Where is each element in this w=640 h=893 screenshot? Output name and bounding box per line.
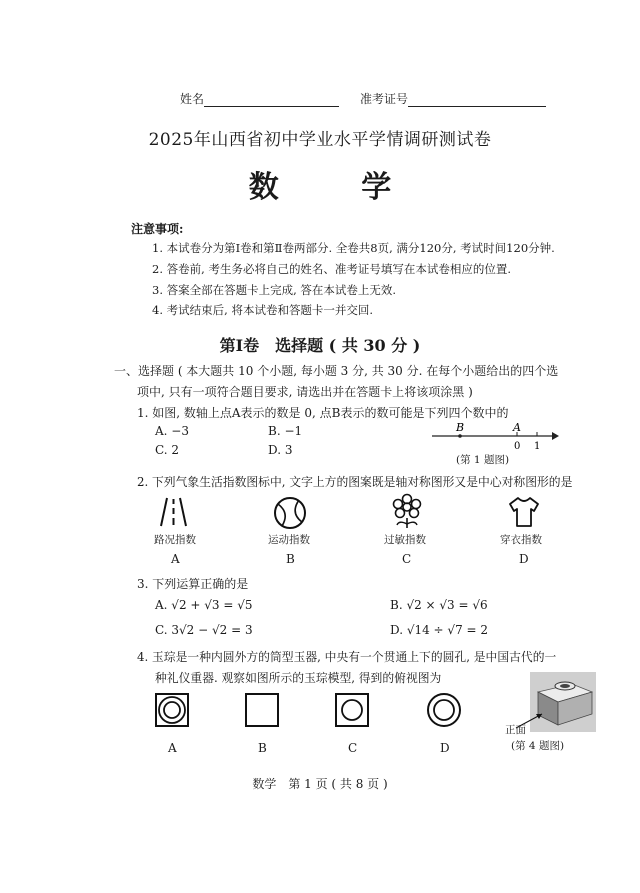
page-footer: 数学 第 1 页 ( 共 8 页 ): [252, 777, 388, 791]
q4-letter-a: A: [168, 741, 177, 755]
part1-line1: 一、选择题 ( 本大题共 10 个小题, 每小题 3 分, 共 30 分. 在每个小题给出的四个选: [114, 364, 559, 378]
q4-letter-c: C: [348, 741, 358, 755]
name-blank: [204, 106, 339, 107]
q1-option-c: C. 2: [155, 443, 180, 457]
icon-d-label: 穿衣指数: [500, 534, 542, 546]
name-field: [180, 90, 339, 107]
q2-stem: 2. 下列气象生活指数图标中, 文字上方的图案既是轴对称图形又是中心对称图形的是: [137, 475, 573, 489]
q1-option-b: B. −1: [268, 424, 303, 438]
q4-view-a: [154, 692, 190, 728]
q3-option-b: B. √2 × √3 = √6: [390, 598, 488, 612]
label-b: B: [456, 421, 465, 434]
id-blank: [408, 106, 546, 107]
label-a: A: [513, 421, 521, 434]
q3-option-c: C. 3√2 − √2 = 3: [155, 623, 253, 637]
q4-view-c: [334, 692, 370, 728]
q4-view-b: [244, 692, 280, 728]
tick-1: 1: [534, 441, 541, 452]
icon-b-label: 运动指数: [268, 534, 310, 546]
id-field: [360, 90, 546, 107]
q1-option-d: D. 3: [268, 443, 293, 457]
subject-title: 数 学: [248, 170, 428, 205]
name-label: 姓名: [180, 92, 205, 106]
q4-caption: (第 4 题图): [511, 740, 565, 752]
id-label: 准考证号: [360, 92, 409, 106]
tick-0: 0: [514, 441, 521, 452]
notice-item-4: 4. 考试结束后, 将本试卷和答题卡一并交回.: [152, 303, 374, 317]
notice-item-1: 1. 本试卷分为第Ⅰ卷和第Ⅱ卷两部分. 全卷共8页, 满分120分, 考试时间120分钟.: [152, 241, 555, 255]
point-b-dot: [458, 434, 462, 438]
front-label: 正面: [505, 724, 526, 736]
q4-line1: 4. 玉琮是一种内圆外方的筒型玉器, 中央有一个贯通上下的圆孔, 是中国古代的一: [137, 650, 557, 664]
exam-title: 2025年山西省初中学业水平学情调研测试卷: [148, 130, 492, 150]
q3-option-a: A. √2 + √3 = √5: [155, 598, 253, 612]
flower-icon: [390, 494, 424, 530]
q2-letter-b: B: [286, 552, 295, 566]
notice-item-2: 2. 答卷前, 考生务必将自己的姓名、准考证号填写在本试卷相应的位置.: [152, 262, 512, 276]
q3-option-d: D. √14 ÷ √7 = 2: [390, 623, 489, 637]
notice-heading: 注意事项:: [131, 222, 184, 236]
q4-letter-d: D: [440, 741, 450, 755]
q1-stem: 1. 如图, 数轴上点A表示的数是 0, 点B表示的数可能是下列四个数中的: [137, 406, 509, 420]
q4-line2: 种礼仪重器. 观察如图所示的玉琮模型, 得到的俯视图为: [155, 671, 442, 685]
icon-a-label: 路况指数: [154, 534, 196, 546]
q2-letter-c: C: [402, 552, 412, 566]
q3-stem: 3. 下列运算正确的是: [137, 577, 249, 591]
section-title: 第Ⅰ卷 选择题 ( 共 30 分 ): [219, 336, 421, 355]
q2-letter-a: A: [171, 552, 180, 566]
number-line-figure: [430, 422, 560, 452]
shirt-icon: [507, 496, 541, 528]
notice-item-3: 3. 答案全部在答题卡上完成, 答在本试卷上无效.: [152, 283, 397, 297]
sports-ball-icon: [273, 496, 307, 530]
part1-line2: 项中, 只有一项符合题目要求, 请选出并在答题卡上将该项涂黑 ): [137, 385, 473, 399]
q2-letter-d: D: [519, 552, 529, 566]
q4-view-d: [426, 692, 462, 728]
q1-option-a: A. −3: [155, 424, 189, 438]
q1-caption: (第 1 题图): [456, 454, 510, 466]
icon-c-label: 过敏指数: [384, 534, 426, 546]
q4-letter-b: B: [258, 741, 267, 755]
road-icon: [158, 496, 190, 528]
